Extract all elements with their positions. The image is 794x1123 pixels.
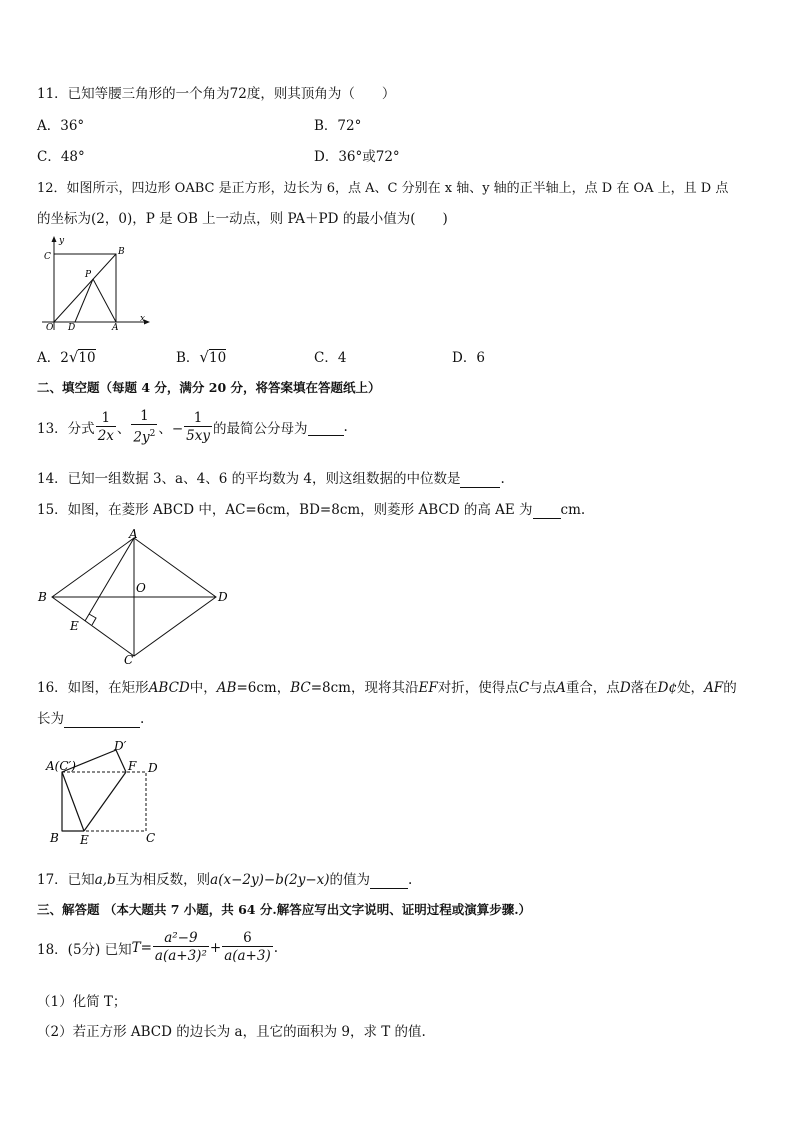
label-e: E — [70, 619, 79, 633]
q14-answer-blank[interactable] — [460, 471, 500, 488]
segment-ae — [62, 772, 84, 831]
label-d: D — [218, 590, 228, 604]
label-a-c-prime: A(C′) — [46, 759, 76, 773]
q16-fold-figure — [40, 736, 170, 848]
q12-figure — [36, 232, 156, 332]
q12-option-a: A．2√10 — [37, 348, 96, 366]
q12-option-c: C．4 — [314, 350, 347, 366]
q13: 13．分式 $\frac{1}{2x}$ 、 $\frac{1}{2y^2}$ 、− $\frac{1}{5xy}$ 的最简公分母为 . — [37, 408, 348, 446]
label-c: C — [146, 831, 156, 845]
section-3-heading: 三、解答题 （本大题共 7 小题，共 64 分.解答应写出文字说明、证明过程或演算步骤.） — [37, 902, 532, 917]
q13-fraction-3: $\frac{1}{5xy}$ — [186, 409, 210, 444]
q13-fraction-1: $\frac{1}{2x}$ — [97, 409, 114, 444]
y-arrow-icon — [52, 236, 57, 242]
rectangle-abcd-dashed — [62, 772, 146, 831]
q15-rhombus-figure — [34, 526, 234, 666]
section-2-heading: 二、填空题（每题 4 分，满分 20 分，将答案填在答题纸上） — [37, 380, 381, 395]
label-b: B — [38, 590, 47, 604]
fold-line-ef — [84, 772, 126, 831]
label-y: y — [59, 236, 65, 246]
q16-line1: 16．如图，在矩形ABCD中，AB=6cm，BC=8cm，现将其沿EF对折，使得点C与点A重合，点D落在D¢处，AF的 — [37, 680, 737, 696]
label-d: D — [148, 761, 158, 775]
q18-sub1: （1）化简 T； — [37, 994, 127, 1010]
segment-pd — [75, 279, 93, 322]
q12-line2: 的坐标为(2，0)，P 是 OB 上一动点，则 PA＋PD 的最小值为( ) — [37, 211, 448, 227]
diagonal-ob — [54, 254, 116, 322]
segment-pa — [93, 279, 116, 322]
q13-fraction-2: $\frac{1}{2y^2}$ — [133, 408, 156, 446]
q18: 18．(5分) 已知 T = $\frac{\text{a²−9}}{\text{a(a+3)²}}$ + $\frac{6}{a(a+3)}$ . — [37, 930, 279, 964]
q11-option-d: D．36°或72° — [314, 149, 400, 165]
label-f: F — [128, 759, 137, 773]
label-c: C — [124, 653, 134, 666]
label-o: O — [46, 323, 54, 332]
label-e: E — [80, 833, 89, 847]
q17-answer-blank[interactable] — [370, 872, 408, 889]
q12-option-d: D．6 — [452, 350, 485, 366]
q18-fraction-1: $\frac{\text{a²−9}}{\text{a(a+3)²}}$ — [154, 930, 207, 964]
q11-option-b: B．72° — [314, 118, 362, 134]
q12-line1: 12．如图所示，四边形 OABC 是正方形，边长为 6，点 A、C 分别在 x 轴、y 轴的正半轴上，点 D 在 OA 上，且 D 点 — [37, 181, 729, 196]
q16-line2: 长为 . — [37, 711, 145, 727]
label-a: A — [112, 323, 119, 332]
q15: 15．如图，在菱形 ABCD 中，AC=6cm，BD=8cm，则菱形 ABCD 的高 AE 为 cm. — [37, 502, 586, 518]
q11-option-c: C．48° — [37, 149, 85, 165]
q14: 14．已知一组数据 3、a、4、6 的平均数为 4，则这组数据的中位数是 . — [37, 471, 505, 487]
label-p: P — [85, 270, 92, 280]
label-x: x — [140, 314, 146, 324]
q13-answer-blank[interactable] — [308, 419, 344, 436]
label-d-prime: D′ — [114, 739, 127, 753]
segment-d-prime-f — [116, 750, 126, 772]
q18-sub2: （2）若正方形 ABCD 的边长为 a，且它的面积为 9，求 T 的值. — [37, 1024, 426, 1040]
q11-option-a: A．36° — [37, 118, 85, 134]
right-angle-mark — [89, 614, 96, 625]
q18-fraction-2: $\frac{6}{a(a+3)}$ — [224, 930, 271, 964]
height-ae — [85, 538, 134, 621]
label-c: C — [44, 252, 51, 262]
q17: 17．已知a,b互为相反数，则a(x−2y)−b(2y−x)的值为 . — [37, 872, 413, 888]
label-b: B — [118, 247, 125, 257]
q16-answer-blank[interactable] — [64, 711, 140, 728]
q11-stem: 11．已知等腰三角形的一个角为72度，则其顶角为（ ） — [37, 86, 396, 102]
label-o: O — [136, 581, 146, 595]
q15-answer-blank[interactable] — [533, 502, 561, 519]
label-b: B — [50, 831, 59, 845]
label-a: A — [129, 527, 138, 541]
label-d: D — [68, 323, 76, 332]
q12-option-b: B．√10 — [176, 348, 227, 366]
